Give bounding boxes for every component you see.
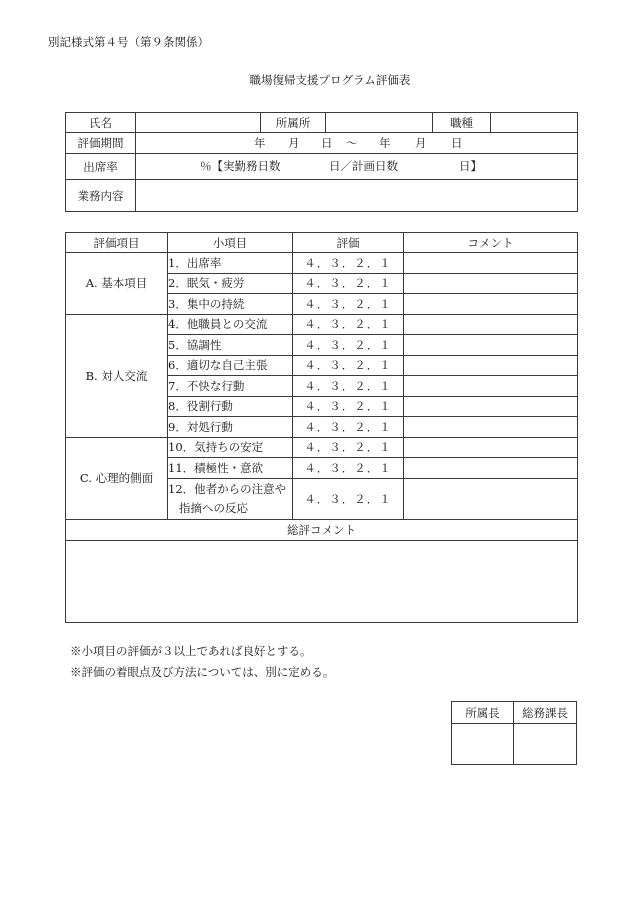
form-reference: 別記様式第４号（第９条関係） xyxy=(48,35,209,49)
attendance-label: 出席率 xyxy=(66,154,136,180)
rating-scale: ４．３．２．１ xyxy=(293,253,404,274)
subitem-label: 3．集中の持続 xyxy=(168,294,293,315)
approval-header-office-chief: 所属長 xyxy=(452,702,514,724)
comment-cell xyxy=(404,396,578,417)
info-table xyxy=(65,112,578,212)
affiliation-label: 所属所 xyxy=(261,113,326,133)
comment-cell xyxy=(404,355,578,376)
period-end-day: 日 xyxy=(451,136,463,150)
period-value-cell xyxy=(136,133,578,154)
attendance-close: 日】 xyxy=(459,159,482,173)
rating-scale: ４．３．２．１ xyxy=(293,396,404,417)
subitem-label: 6．適切な自己主張 xyxy=(168,355,293,376)
period-end-month: 月 xyxy=(415,136,427,150)
note-1: ※小項目の評価が３以上であれば良好とする。 xyxy=(70,644,312,658)
duties-value-cell xyxy=(136,180,578,212)
comment-cell xyxy=(404,314,578,335)
approval-stamp-cell xyxy=(452,724,514,765)
overall-comment-row xyxy=(66,540,578,622)
group-label-b: B. 対人交流 xyxy=(66,314,168,437)
rating-scale: ４．３．２．１ xyxy=(293,273,404,294)
name-value-cell xyxy=(136,113,261,133)
subitem-label: 9．対処行動 xyxy=(168,417,293,438)
subitem-label: 1．出席率 xyxy=(168,253,293,274)
comment-cell xyxy=(404,376,578,397)
duties-label: 業務内容 xyxy=(66,180,136,212)
overall-comment-cell xyxy=(66,540,578,622)
period-start-month: 月 xyxy=(288,136,300,150)
affiliation-value-cell xyxy=(326,113,433,133)
comment-cell xyxy=(404,417,578,438)
subitem-label: 5．協調性 xyxy=(168,335,293,356)
job-label: 職種 xyxy=(433,113,491,133)
attendance-actual-days: ％【実勤務日数 xyxy=(200,159,281,173)
rating-scale: ４．３．２．１ xyxy=(293,417,404,438)
comment-cell xyxy=(404,478,578,519)
note-2: ※評価の着眼点及び方法については、別に定める。 xyxy=(70,665,335,679)
subitem-label-line-1: 12．他者からの注意や xyxy=(168,481,287,496)
overall-comment-label: 総評コメント xyxy=(66,519,578,540)
period-end-year: 年 xyxy=(379,136,391,150)
table-row xyxy=(66,253,578,274)
group-label-a: A. 基本項目 xyxy=(66,253,168,315)
rating-scale: ４．３．２．１ xyxy=(293,335,404,356)
subitem-label: 7．不快な行動 xyxy=(168,376,293,397)
approval-stamp-cell xyxy=(514,724,577,765)
comment-cell xyxy=(404,294,578,315)
attendance-value-cell xyxy=(136,154,578,180)
comment-cell xyxy=(404,335,578,356)
comment-cell xyxy=(404,437,578,458)
subitem-label: 4．他職員との交流 xyxy=(168,314,293,335)
table-row xyxy=(66,314,578,335)
evaluation-table xyxy=(65,232,578,623)
attendance-planned-days: 日／計画日数 xyxy=(329,159,398,173)
subitem-label-multiline xyxy=(168,478,293,519)
comment-cell xyxy=(404,458,578,479)
table-row xyxy=(66,437,578,458)
approval-box xyxy=(451,701,577,765)
period-label: 評価期間 xyxy=(66,133,136,154)
overall-comment-header-row xyxy=(66,519,578,540)
table-header-row xyxy=(66,233,578,253)
period-start-day: 日 xyxy=(321,136,333,150)
rating-scale: ４．３．２．１ xyxy=(293,376,404,397)
rating-scale: ４．３．２．１ xyxy=(293,458,404,479)
subitem-label: 10．気持ちの安定 xyxy=(168,437,293,458)
period-start-year: 年 xyxy=(254,136,266,150)
approval-header-general-affairs-chief: 総務課長 xyxy=(514,702,577,724)
rating-scale: ４．３．２．１ xyxy=(293,314,404,335)
job-value-cell xyxy=(491,113,578,133)
header-subitem: 小項目 xyxy=(168,233,293,253)
subitem-label: 11．積極性・意欲 xyxy=(168,458,293,479)
header-comment: コメント xyxy=(404,233,578,253)
rating-scale: ４．３．２．１ xyxy=(293,294,404,315)
rating-scale: ４．３．２．１ xyxy=(293,355,404,376)
header-category: 評価項目 xyxy=(66,233,168,253)
subitem-label: 2．眠気・疲労 xyxy=(168,273,293,294)
name-label: 氏名 xyxy=(66,113,136,133)
subitem-label-line-2: 指摘への反応 xyxy=(179,500,248,515)
comment-cell xyxy=(404,253,578,274)
subitem-label: 8．役割行動 xyxy=(168,396,293,417)
rating-scale: ４．３．２．１ xyxy=(293,437,404,458)
rating-scale: ４．３．２．１ xyxy=(293,478,404,519)
period-separator: 〜 xyxy=(346,136,358,150)
header-rating: 評価 xyxy=(293,233,404,253)
group-label-c: C. 心理的側面 xyxy=(66,437,168,519)
page-title: 職場復帰支援プログラム評価表 xyxy=(249,73,411,87)
comment-cell xyxy=(404,273,578,294)
